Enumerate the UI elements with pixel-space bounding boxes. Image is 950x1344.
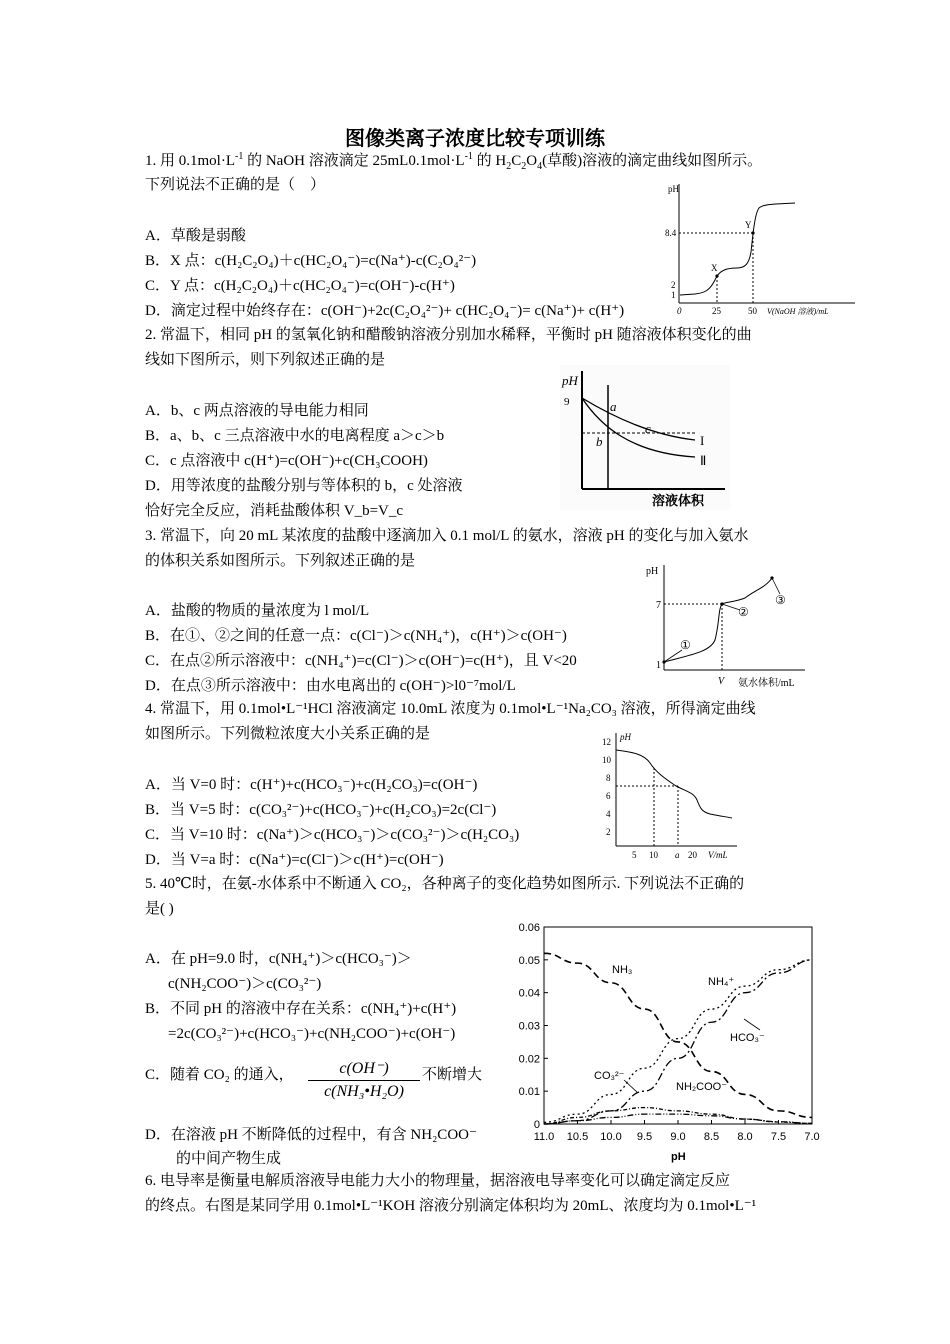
q2-fig-xlabel: 溶液体积 — [652, 493, 705, 508]
svg-text:8: 8 — [606, 773, 611, 783]
q5-option-a-line2: c(NH₂COO⁻)＞c(CO₃²⁻) — [168, 976, 322, 992]
q5-ytick-label: 0.01 — [518, 1086, 540, 1099]
q1-fig-xlabel: V(NaOH 溶液)/mL — [767, 307, 829, 316]
q1-fig-y84: 8.4 — [665, 228, 677, 238]
q2-option-d-line2: 恰好完全反应，消耗盐酸体积 V_b=V_c — [145, 503, 404, 519]
q1-fig-x0: 0 — [677, 306, 682, 316]
q3-fig-y7: 7 — [656, 600, 661, 611]
q3-fig-point-2: ② — [738, 605, 749, 619]
svg-text:6: 6 — [606, 791, 611, 801]
q5-ytick-label: 0.05 — [518, 954, 540, 967]
q4-option-a: A．当 V=0 时：c(H⁺)+c(HCO₃⁻)+c(H₂CO₃)=c(OH⁻) — [145, 777, 478, 793]
q5-xtick-label: 7.0 — [804, 1131, 820, 1143]
q3-fig-xlabel: 氨水体积/mL — [738, 678, 795, 689]
q5-stem-line2: 是( ) — [145, 901, 174, 917]
q4-option-d: D．当 V=a 时：c(Na⁺)=c(Cl⁻)＞c(H⁺)=c(OH⁻) — [145, 852, 444, 868]
q5-chart-frame — [544, 927, 812, 1124]
q5-xtick-label: 10.0 — [600, 1131, 622, 1143]
q2-option-c: C．c 点溶液中 c(H⁺)=c(OH⁻)+c(CH₃COOH) — [145, 453, 428, 469]
q2-fig-point-c: c — [645, 421, 651, 436]
q3-fig-point-3: ③ — [775, 593, 786, 607]
q6-stem-line1: 6. 电导率是衡量电解质溶液导电能力大小的物理量，据溶液电导率变化可以确定滴定反应 — [145, 1173, 731, 1189]
q5-species-chart — [508, 915, 823, 1165]
q5-stem-line1: 5. 40℃时，在氨-水体系中不断通入 CO₂，各种离子的变化趋势如图所示. 下列说法不正确的 — [145, 876, 745, 892]
q4-stem-line1: 4. 常温下，用 0.1mol•L⁻¹HCl 溶液滴定 10.0mL 浓度为 0.1mol•L⁻¹Na₂CO₃ 溶液，所得滴定曲线 — [145, 701, 756, 717]
q2-fig-ylabel: pH — [562, 373, 578, 388]
q5-xtick-label: 9.5 — [636, 1131, 653, 1143]
q4-fig-xlabel: V/mL — [708, 850, 728, 860]
q3-option-c: C．在点②所示溶液中：c(NH₄⁺)=c(Cl⁻)＞c(OH⁻)=c(H⁺)，且 V<20 — [145, 653, 577, 669]
q1-option-c: C．Y 点：c(H₂C₂O₄)＋c(HC₂O₄⁻)=c(OH⁻)-c(H⁺) — [145, 278, 455, 294]
q5-option-d-line1: D．在溶液 pH 不断降低的过程中，有含 NH₂COO⁻ — [145, 1127, 477, 1143]
q3-stem-line2: 的体积关系如图所示。下列叙述正确的是 — [145, 553, 416, 569]
svg-text:2: 2 — [606, 827, 611, 837]
q1-fig-y1: 1 — [671, 290, 676, 300]
q1-fig-point-x: X — [711, 263, 718, 273]
q1-option-d: D．滴定过程中始终存在：c(OH⁻)+2c(C₂O₄²⁻)+ c(HC₂O₄⁻)= c(Na⁺)+ c(H⁺) — [145, 303, 625, 319]
q3-fig-xv: V — [718, 676, 725, 687]
q5-option-a-line1: A．在 pH=9.0 时，c(NH₄⁺)＞c(HCO₃⁻)＞ — [145, 951, 412, 967]
q4-fig-ylabel: pH — [620, 732, 631, 742]
q5-ytick-label: 0.06 — [518, 922, 540, 934]
q5-xtick-label: 10.5 — [566, 1131, 589, 1143]
q5-fraction-numerator: c(OH⁻) — [308, 1058, 420, 1081]
q2-fig-y9: 9 — [564, 396, 570, 408]
q3-option-a: A．盐酸的物质的量浓度为 l mol/L — [145, 603, 370, 619]
q2-fig-point-b: b — [596, 434, 603, 449]
q1-fig-x50: 50 — [748, 306, 757, 316]
q1-fig-x25: 25 — [712, 306, 721, 316]
q2-fig-curve-i: I — [700, 433, 705, 448]
q5-label-hco3: HCO₃⁻ — [730, 1032, 765, 1044]
q5-xtick-label: 8.5 — [703, 1131, 720, 1143]
q5-chart-xlabel: pH — [671, 1151, 686, 1163]
svg-text:10: 10 — [602, 755, 611, 765]
q5-label-nh4: NH₄⁺ — [708, 976, 735, 988]
q5-ytick-label: 0.02 — [518, 1053, 540, 1066]
q5-option-b-line1: B．不同 pH 的溶液中存在关系：c(NH₄⁺)+c(H⁺) — [145, 1001, 457, 1017]
q4-stem-line2: 如图所示。下列微粒浓度大小关系正确的是 — [145, 726, 431, 742]
svg-text:5: 5 — [632, 850, 637, 860]
q5-xtick-label: 9.0 — [670, 1131, 686, 1143]
q5-ytick-label: 0 — [533, 1119, 540, 1131]
q5-xtick-label: 8.0 — [737, 1131, 753, 1143]
q5-option-b-line2: =2c(CO₃²⁻)+c(HCO₃⁻)+c(NH₂COO⁻)+c(OH⁻) — [168, 1026, 456, 1042]
q5-series-nh4 — [544, 960, 812, 1123]
q1-fig-y2: 2 — [671, 280, 676, 290]
q1-titration-figure — [665, 178, 860, 323]
svg-text:20: 20 — [688, 850, 697, 860]
q2-option-d-line1: D．用等浓度的盐酸分别与等体积的 b，c 处溶液 — [145, 478, 463, 494]
q1-fig-point-y: Y — [745, 220, 752, 230]
q2-option-a: A．b、c 两点溶液的导电能力相同 — [145, 403, 369, 419]
q4-fig-yticks — [602, 737, 612, 837]
q5-ytick-label: 0.03 — [518, 1020, 540, 1033]
q5-ytick-label: 0.04 — [518, 987, 540, 1000]
q5-label-nh2coo: NH₂COO⁻ — [676, 1081, 728, 1093]
q3-fig-ylabel: pH — [646, 566, 659, 577]
page-title: 图像类离子浓度比较专项训练 — [345, 128, 605, 150]
svg-text:a: a — [675, 850, 680, 860]
q3-fig-point-1: ① — [680, 638, 691, 652]
q5-option-c-suffix: 不断增大 — [422, 1067, 483, 1083]
q1-fig-ylabel: pH — [668, 184, 679, 194]
q5-label-co3: CO₃²⁻ — [594, 1070, 625, 1082]
q3-stem-line1: 3. 常温下，向 20 mL 某浓度的盐酸中逐滴加入 0.1 mol/L 的氨水，溶液 pH 的变化与加入氨水 — [145, 528, 749, 544]
q1-stem-line1: 1. 用 $0.1mol\cdot L^{-1}$ 的 NaOH 溶液滴定 $25mL0.1mol\cdot L^{-1}$ 的 $H_2C_2O_4$(草酸)溶液的滴定曲线如图所示。 — [145, 151, 763, 172]
q3-option-d: D．在点③所示溶液中：由水电离出的 c(OH⁻)>l0⁻⁷mol/L — [145, 678, 516, 694]
q3-option-b: B．在①、②之间的任意一点：c(Cl⁻)＞c(NH₄⁺)，c(H⁺)＞c(OH⁻) — [145, 628, 567, 644]
q4-titration-figure — [592, 728, 742, 863]
q5-xtick-label: 7.5 — [770, 1131, 787, 1143]
q5-option-c-fraction — [308, 1058, 420, 1101]
q5-option-c-prefix: C．随着 CO₂ 的通入， — [145, 1067, 294, 1083]
q6-stem-line2: 的终点。右图是某同学用 0.1mol•L⁻¹KOH 溶液分别滴定体积均为 20mL、浓度均为 0.1mol•L⁻¹ — [145, 1198, 757, 1214]
q2-stem-line2: 线如下图所示，则下列叙述正确的是 — [145, 352, 386, 368]
q5-label-nh3: NH₃ — [612, 964, 633, 976]
q2-fig-point-a: a — [610, 399, 617, 414]
svg-text:12: 12 — [602, 737, 611, 747]
q1-option-b: B．X 点：c(H₂C₂O₄)＋c(HC₂O₄⁻)=c(Na⁺)-c(C₂O₄²⁻) — [145, 253, 477, 269]
q2-fig-curve-ii: Ⅱ — [700, 453, 707, 468]
q4-fig-xticks — [632, 850, 698, 860]
q4-option-c: C．当 V=10 时：c(Na⁺)＞c(HCO₃⁻)＞c(CO₃²⁻)＞c(H₂CO₃) — [145, 827, 520, 843]
q2-option-b: B．a、b、c 三点溶液中水的电离程度 a＞c＞b — [145, 428, 445, 444]
q1-stem-line2: 下列说法不正确的是（ ） — [145, 177, 326, 193]
q3-fig-y1: 1 — [656, 660, 661, 671]
q3-ammonia-figure — [640, 560, 810, 695]
q1-option-a: A．草酸是弱酸 — [145, 228, 246, 244]
q5-xtick-label: 11.0 — [533, 1131, 555, 1143]
q5-option-d-line2: 的中间产物生成 — [176, 1151, 282, 1167]
q4-option-b: B．当 V=5 时：c(CO₃²⁻)+c(HCO₃⁻)+c(H₂CO₃)=2c(Cl⁻) — [145, 802, 497, 818]
svg-text:4: 4 — [606, 809, 611, 819]
svg-text:10: 10 — [649, 850, 658, 860]
q2-dilution-figure — [560, 365, 730, 510]
q2-stem-line1: 2. 常温下，相同 pH 的氢氧化钠和醋酸钠溶液分别加水稀释，平衡时 pH 随溶液体积变化的曲 — [145, 327, 752, 343]
q5-fraction-denominator: c(NH₃•H₂O) — [324, 1083, 404, 1100]
